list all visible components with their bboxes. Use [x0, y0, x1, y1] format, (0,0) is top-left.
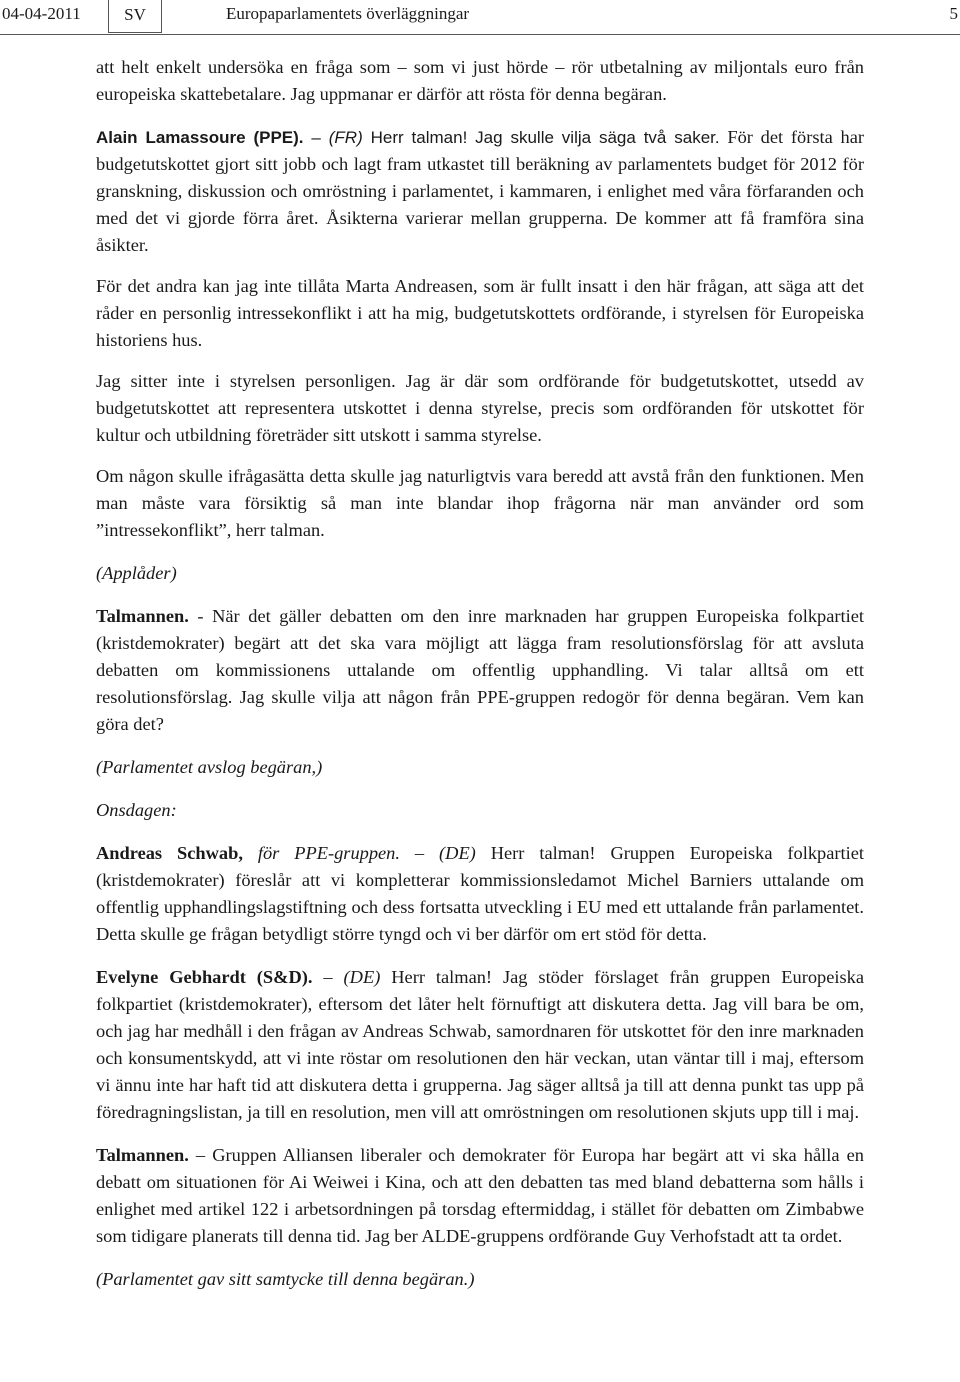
paragraph-schwab — [96, 840, 864, 948]
gebhardt-language: – (DE) — [312, 967, 381, 987]
consent-note — [96, 1266, 864, 1293]
speaker-talmannen-1: Talmannen. — [96, 606, 189, 626]
paragraph-talmannen-2 — [96, 1142, 864, 1250]
paragraph-5 — [96, 463, 864, 544]
paragraph-4 — [96, 368, 864, 449]
speaker-lamassoure: Alain Lamassoure (PPE). — [96, 128, 304, 147]
paragraph-3-text: För det andra kan jag inte tillåta Marta Andreasen, som är fullt insatt i den här frågan, att säga att det råder en personlig intressekonflikt i att ha mig, budgetutskottets ordförande, i styrelsen för Europeiska historiens hus. — [96, 276, 864, 350]
talmannen-1-text: - När det gäller debatten om den inre marknaden har gruppen Europeiska folkpartiet (kristdemokrater) begärt att det ska vara möjligt att lägga fram resolutionsförslag för att avsluta debatten om kommissionens uttalande om offentlig upphandling. Vi talar alltså om ett resolutionsförslag. Jag skulle vilja att någon från PPE-gruppen redogör för denna begäran. Vem kan göra det? — [96, 606, 864, 734]
lamassoure-text: För det första har budgetutskottet gjort sitt jobb och lagt fram utkastet till beräkning av parlamentets budget för 2012 för granskning, diskussion och omröstning i parlamentet, i kammaren, i enlighet med våra förfaranden och med det vi gjorde förra året. Åsikterna varierar mellan grupperna. De kommer att få framföra sina åsikter. — [96, 127, 864, 255]
dash: – — [303, 128, 329, 147]
rejection-text: (Parlamentet avslog begäran,) — [96, 757, 323, 777]
page-header — [0, 0, 960, 35]
speaker-gebhardt: Evelyne Gebhardt (S&D). — [96, 967, 313, 987]
paragraph-5-text: Om någon skulle ifrågasätta detta skulle jag naturligtvis vara beredd att avstå från den funktionen. Men man måste vara försiktig så man inte blandar ihop frågorna när man använder ord som ”intressekonflikt”, herr talman. — [96, 466, 864, 540]
lamassoure-opening: Herr talman! Jag skulle vilja säga två saker. — [362, 128, 720, 147]
document-body — [96, 54, 864, 1307]
header-page-number: 5 — [949, 4, 958, 23]
schwab-text: Herr talman! Gruppen Europeiska folkpartiet (kristdemokrater) föreslår att vi kompletterar kommissionsledamot Michel Barniers uttalande om offentlig upphandlingslagstiftning och dess fortsatta utveckling i EU med ett uttalande från parlamentet. Detta skulle ge frågan betydligt större tyngd och vi ber därför om ert stöd för detta. — [96, 843, 865, 944]
paragraph-3 — [96, 273, 864, 354]
rejection-note — [96, 754, 864, 781]
talmannen-2-text: – Gruppen Alliansen liberaler och demokrater för Europa har begärt att vi ska hålla en debatt om situationen för Ai Weiwei i Kina, och att den debatten tas med bland debatterna som hålls i enlighet med artikel 122 i arbetsordningen på torsdag eftermiddag, i stället för debatten om Zimbabwe som tidigare planerats till denna tid. Jag ber ALDE-gruppens ordförande Guy Verhofstadt att ta ordet. — [96, 1145, 864, 1246]
gebhardt-text: Herr talman! Jag stöder förslaget från gruppen Europeiska folkpartiet (kristdemokrater), eftersom det låter helt förnuftigt att diskutera detta. Jag vill bara be om, och jag har medhåll i den frågan av Andreas Schwab, samordnaren för utskottet för den inre marknaden och konsumentskydd, att vi inte röstar om resolutionen den här veckan, utan väntar till i maj, eftersom vi ännu inte har haft tid att diskutera detta i grupperna. Jag säger alltså ja till att denna punkt tas upp på föredragningslistan, ja till en resolution, men vill att omröstningen om resolutionen skjuts upp till i maj. — [96, 967, 865, 1122]
header-date: 04-04-2011 — [2, 4, 81, 23]
paragraph-gebhardt — [96, 964, 864, 1126]
header-title: Europaparlamentets överläggningar — [226, 4, 470, 23]
consent-text: (Parlamentet gav sitt samtycke till denna begäran.) — [96, 1269, 475, 1289]
paragraph-1-text: att helt enkelt undersöka en fråga som – som vi just hörde – rör utbetalning av miljontals euro från europeiska skattebetalare. Jag uppmanar er därför att rösta för denna begäran. — [96, 57, 864, 104]
paragraph-talmannen-1 — [96, 603, 864, 738]
schwab-role: för PPE-gruppen. – (DE) — [242, 843, 476, 863]
wednesday-heading — [96, 797, 864, 824]
header-language-tab: SV — [108, 0, 162, 33]
speaker-schwab: Andreas Schwab, — [96, 843, 243, 863]
applause-note — [96, 560, 864, 587]
paragraph-1 — [96, 54, 864, 108]
language-code-fr: (FR) — [328, 128, 363, 147]
wednesday-text: Onsdagen: — [96, 800, 177, 820]
speaker-talmannen-2: Talmannen. — [96, 1145, 189, 1165]
applause-text: (Applåder) — [96, 563, 177, 583]
paragraph-lamassoure — [96, 124, 864, 259]
paragraph-4-text: Jag sitter inte i styrelsen personligen. Jag är där som ordförande för budgetutskottet, utsedd av budgetutskottet att representera utskottet i denna styrelse, precis som ordföranden för utskottet för kultur och utbildning företräder sitt utskott i samma styrelse. — [96, 371, 864, 445]
